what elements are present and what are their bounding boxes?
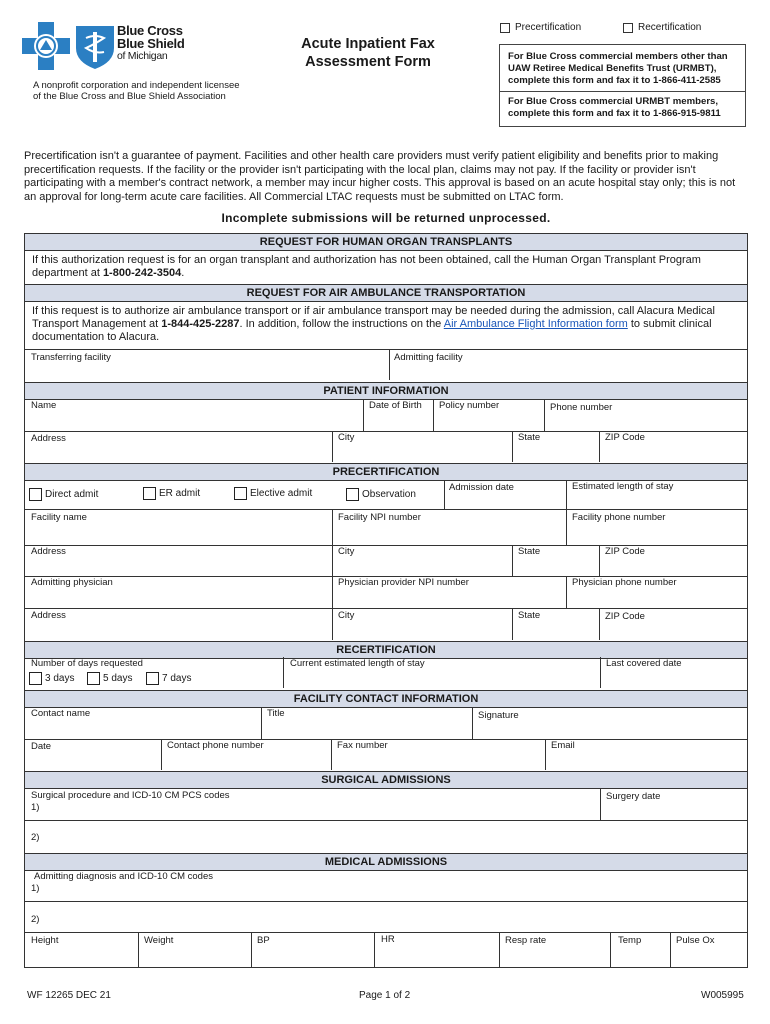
- medical-heading: MEDICAL ADMISSIONS: [25, 853, 747, 871]
- physician-city-field[interactable]: City: [338, 610, 355, 621]
- resp-rate-field[interactable]: Resp rate: [505, 935, 547, 946]
- divider: [25, 608, 747, 609]
- elective-admit-checkbox[interactable]: [234, 487, 312, 500]
- surgical-heading: SURGICAL ADMISSIONS: [25, 771, 747, 789]
- divider: [261, 707, 262, 739]
- divider: [25, 820, 747, 821]
- divider: [566, 576, 567, 609]
- brand-line-3: of Michigan: [117, 50, 168, 62]
- checkbox-square-icon: [346, 488, 359, 501]
- signature-field[interactable]: Signature: [478, 710, 519, 721]
- facility-address-field[interactable]: Address: [31, 546, 66, 557]
- divider: [600, 657, 601, 688]
- divider: [444, 480, 445, 509]
- medical-code-2-field[interactable]: 2): [31, 914, 40, 925]
- contact-title-field[interactable]: Title: [267, 708, 285, 719]
- divider: [25, 509, 747, 510]
- days-5-checkbox[interactable]: [87, 672, 132, 685]
- contact-phone-field[interactable]: Contact phone number: [167, 740, 264, 751]
- divider: [25, 901, 747, 902]
- fax-urmbt-text: For Blue Cross commercial URMBT members, complete this form and fax it to 1-866-915-9811: [508, 96, 721, 119]
- contact-heading: FACILITY CONTACT INFORMATION: [25, 690, 747, 708]
- contact-date-field[interactable]: Date: [31, 741, 52, 752]
- divider: [374, 932, 375, 967]
- days-3-label: 3 days: [45, 673, 75, 685]
- height-field[interactable]: Height: [31, 935, 59, 946]
- observation-label: Observation: [362, 489, 416, 501]
- observation-checkbox[interactable]: [346, 488, 416, 501]
- direct-admit-label: Direct admit: [45, 489, 99, 501]
- fax-instructions-box: [499, 44, 746, 127]
- organ-text: If this authorization request is for an organ transplant and authorization has not been obtained, call the Human Organ Transplant Program department at: [32, 254, 701, 279]
- admitting-physician-field[interactable]: Admitting physician: [31, 577, 113, 588]
- checkbox-square-icon: [234, 487, 247, 500]
- physician-npi-field[interactable]: Physician provider NPI number: [338, 577, 469, 588]
- form-code: W005995: [701, 990, 744, 1001]
- divider: [25, 932, 747, 933]
- precertification-label: Precertification: [515, 22, 582, 33]
- incomplete-notice: Incomplete submissions will be returned unprocessed.: [221, 211, 551, 225]
- physician-phone-field[interactable]: Physician phone number: [572, 577, 677, 588]
- surgical-code-2-field[interactable]: 2): [31, 832, 40, 843]
- direct-admit-checkbox[interactable]: [29, 488, 98, 501]
- medical-codes-label: Admitting diagnosis and ICD-10 CM codes: [34, 871, 214, 882]
- tagline-line-2: of the Blue Cross and Blue Shield Association: [33, 91, 226, 102]
- divider: [138, 932, 139, 967]
- recert-heading: RECERTIFICATION: [25, 641, 747, 659]
- policy-number-field[interactable]: Policy number: [439, 400, 500, 411]
- days-requested-label: Number of days requested: [31, 658, 143, 669]
- temp-field[interactable]: Temp: [618, 935, 642, 946]
- physician-address-field[interactable]: Address: [31, 610, 66, 621]
- elective-admit-label: Elective admit: [250, 488, 313, 500]
- admission-date-field[interactable]: Admission date: [449, 482, 514, 493]
- divider: [332, 608, 333, 640]
- fax-number-field[interactable]: Fax number: [337, 740, 388, 751]
- air-text-3: to submit clinical documentation to Alacura.: [32, 318, 712, 343]
- weight-field[interactable]: Weight: [144, 935, 174, 946]
- facility-phone-field[interactable]: Facility phone number: [572, 512, 666, 523]
- facility-zip-field[interactable]: ZIP Code: [605, 546, 645, 557]
- last-covered-date-field[interactable]: Last covered date: [606, 658, 682, 669]
- facility-npi-field[interactable]: Facility NPI number: [338, 512, 421, 523]
- tagline-line-1: A nonprofit corporation and independent licensee: [33, 80, 240, 91]
- organ-phone: 1-800-242-3504: [102, 267, 182, 279]
- facility-city-field[interactable]: City: [338, 546, 355, 557]
- patient-city-field[interactable]: City: [338, 432, 355, 443]
- surgical-codes-label: Surgical procedure and ICD-10 CM PCS codes: [31, 790, 230, 801]
- checkbox-square-icon: [623, 23, 633, 33]
- divider: [161, 739, 162, 770]
- divider: [283, 657, 284, 688]
- divider: [332, 431, 333, 462]
- organ-text-block: If this authorization request is for an organ transplant and authorization has not been obtained, call the Human Organ Transplant Program department at 1-800-242-3504.: [32, 254, 701, 279]
- divider: [25, 349, 747, 350]
- checkbox-square-icon: [143, 487, 156, 500]
- recertification-label: Recertification: [638, 22, 702, 33]
- divider: [332, 509, 333, 546]
- checkbox-square-icon: [87, 672, 100, 685]
- blue-cross-logo-icon: [22, 22, 122, 70]
- days-3-checkbox[interactable]: [29, 672, 74, 685]
- checkbox-square-icon: [146, 672, 159, 685]
- divider: [544, 399, 545, 431]
- organ-heading: REQUEST FOR HUMAN ORGAN TRANSPLANTS: [25, 234, 747, 251]
- divider: [599, 431, 600, 462]
- divider: [512, 608, 513, 640]
- divider: [512, 545, 513, 576]
- divider: [251, 932, 252, 967]
- current-length-field[interactable]: Current estimated length of stay: [290, 658, 425, 669]
- form-id: WF 12265 DEC 21: [27, 990, 111, 1001]
- brand-name: [117, 24, 185, 63]
- divider: [500, 91, 745, 92]
- divider: [433, 399, 434, 431]
- brand-line-2: Blue Shield: [117, 36, 185, 51]
- form-table: [24, 233, 748, 968]
- divider: [545, 739, 546, 770]
- hr-field[interactable]: HR: [381, 934, 395, 945]
- surgery-date-field[interactable]: Surgery date: [606, 791, 661, 802]
- title-line-1: Acute Inpatient Fax: [301, 36, 435, 52]
- divider: [610, 932, 611, 967]
- divider: [332, 545, 333, 576]
- days-5-label: 5 days: [103, 673, 133, 685]
- divider: [670, 932, 671, 967]
- patient-name-field[interactable]: Name: [31, 400, 57, 411]
- divider: [499, 932, 500, 967]
- title-line-2: Assessment Form: [305, 54, 431, 70]
- patient-zip-field[interactable]: ZIP Code: [605, 432, 645, 443]
- facility-name-field[interactable]: Facility name: [31, 512, 87, 523]
- er-admit-label: ER admit: [159, 488, 201, 500]
- patient-address-field[interactable]: Address: [31, 433, 66, 444]
- air-heading: REQUEST FOR AIR AMBULANCE TRANSPORTATION: [25, 284, 747, 302]
- contact-name-field[interactable]: Contact name: [31, 708, 91, 719]
- facility-state-field[interactable]: State: [518, 546, 541, 557]
- er-admit-checkbox[interactable]: [143, 487, 200, 500]
- email-field[interactable]: Email: [551, 740, 575, 751]
- patient-state-field[interactable]: State: [518, 432, 541, 443]
- divider: [600, 788, 601, 820]
- admitting-facility-field[interactable]: Admitting facility: [394, 352, 463, 363]
- checkbox-square-icon: [29, 488, 42, 501]
- fax-commercial-text: For Blue Cross commercial members other than UAW Retiree Medical Benefits Trust (URMBT), complete this form and fax it to 1-866-411-2585: [508, 51, 728, 86]
- tagline: [33, 80, 240, 102]
- surgical-code-1-field[interactable]: 1): [31, 802, 40, 813]
- divider: [599, 608, 600, 640]
- page-number: Page 1 of 2: [359, 990, 411, 1001]
- divider: [599, 545, 600, 576]
- pulse-ox-field[interactable]: Pulse Ox: [676, 935, 715, 946]
- divider: [363, 399, 364, 431]
- days-7-checkbox[interactable]: [146, 672, 191, 685]
- date-of-birth-field[interactable]: Date of Birth: [369, 400, 422, 411]
- estimated-length-field[interactable]: Estimated length of stay: [572, 481, 674, 492]
- air-text-2: . In addition, follow the instructions on the: [239, 318, 442, 330]
- air-text-block: [25, 302, 747, 347]
- divider: [332, 576, 333, 609]
- page-title: [278, 35, 458, 71]
- physician-zip-field[interactable]: ZIP Code: [605, 611, 645, 622]
- intro-paragraph: Precertification isn't a guarantee of payment. Facilities and other health care providers must verify patient eligibility and benefits prior to making precertification requests. If the facility or the provider isn't participating with the local plan, claims may not pay. If the facility or provider isn't participating with a member's contract network, a member may incur higher costs. This approval is based on an acute hospital stay only; this is not an approval for long-term acute care facilities. All Commercial LTAC requests must be submitted on LTAC form.: [24, 150, 736, 203]
- divider: [472, 707, 473, 739]
- divider: [512, 431, 513, 462]
- divider: [389, 349, 390, 380]
- brand-line-1: Blue Cross: [117, 23, 183, 38]
- days-7-label: 7 days: [162, 673, 192, 685]
- bp-field[interactable]: BP: [257, 935, 270, 946]
- divider: [566, 509, 567, 546]
- patient-heading: PATIENT INFORMATION: [25, 382, 747, 400]
- precertification-checkbox[interactable]: [500, 22, 581, 33]
- medical-code-1-field[interactable]: 1): [31, 883, 40, 894]
- divider: [566, 480, 567, 509]
- precert-heading: PRECERTIFICATION: [25, 463, 747, 481]
- logo: [22, 22, 122, 70]
- transferring-facility-field[interactable]: Transferring facility: [31, 352, 111, 363]
- checkbox-square-icon: [500, 23, 510, 33]
- physician-state-field[interactable]: State: [518, 610, 541, 621]
- divider: [331, 739, 332, 770]
- air-text-1: If this request is to authorize air ambulance transport or if air ambulance transport may be needed during the admission, call Alacura Medical Transport Management at: [32, 305, 715, 330]
- recertification-checkbox[interactable]: [623, 22, 701, 33]
- air-ambulance-form-link[interactable]: Air Ambulance Flight Information form: [443, 318, 628, 330]
- patient-phone-field[interactable]: Phone number: [550, 402, 613, 413]
- checkbox-square-icon: [29, 672, 42, 685]
- air-phone: 1-844-425-2287: [161, 318, 240, 330]
